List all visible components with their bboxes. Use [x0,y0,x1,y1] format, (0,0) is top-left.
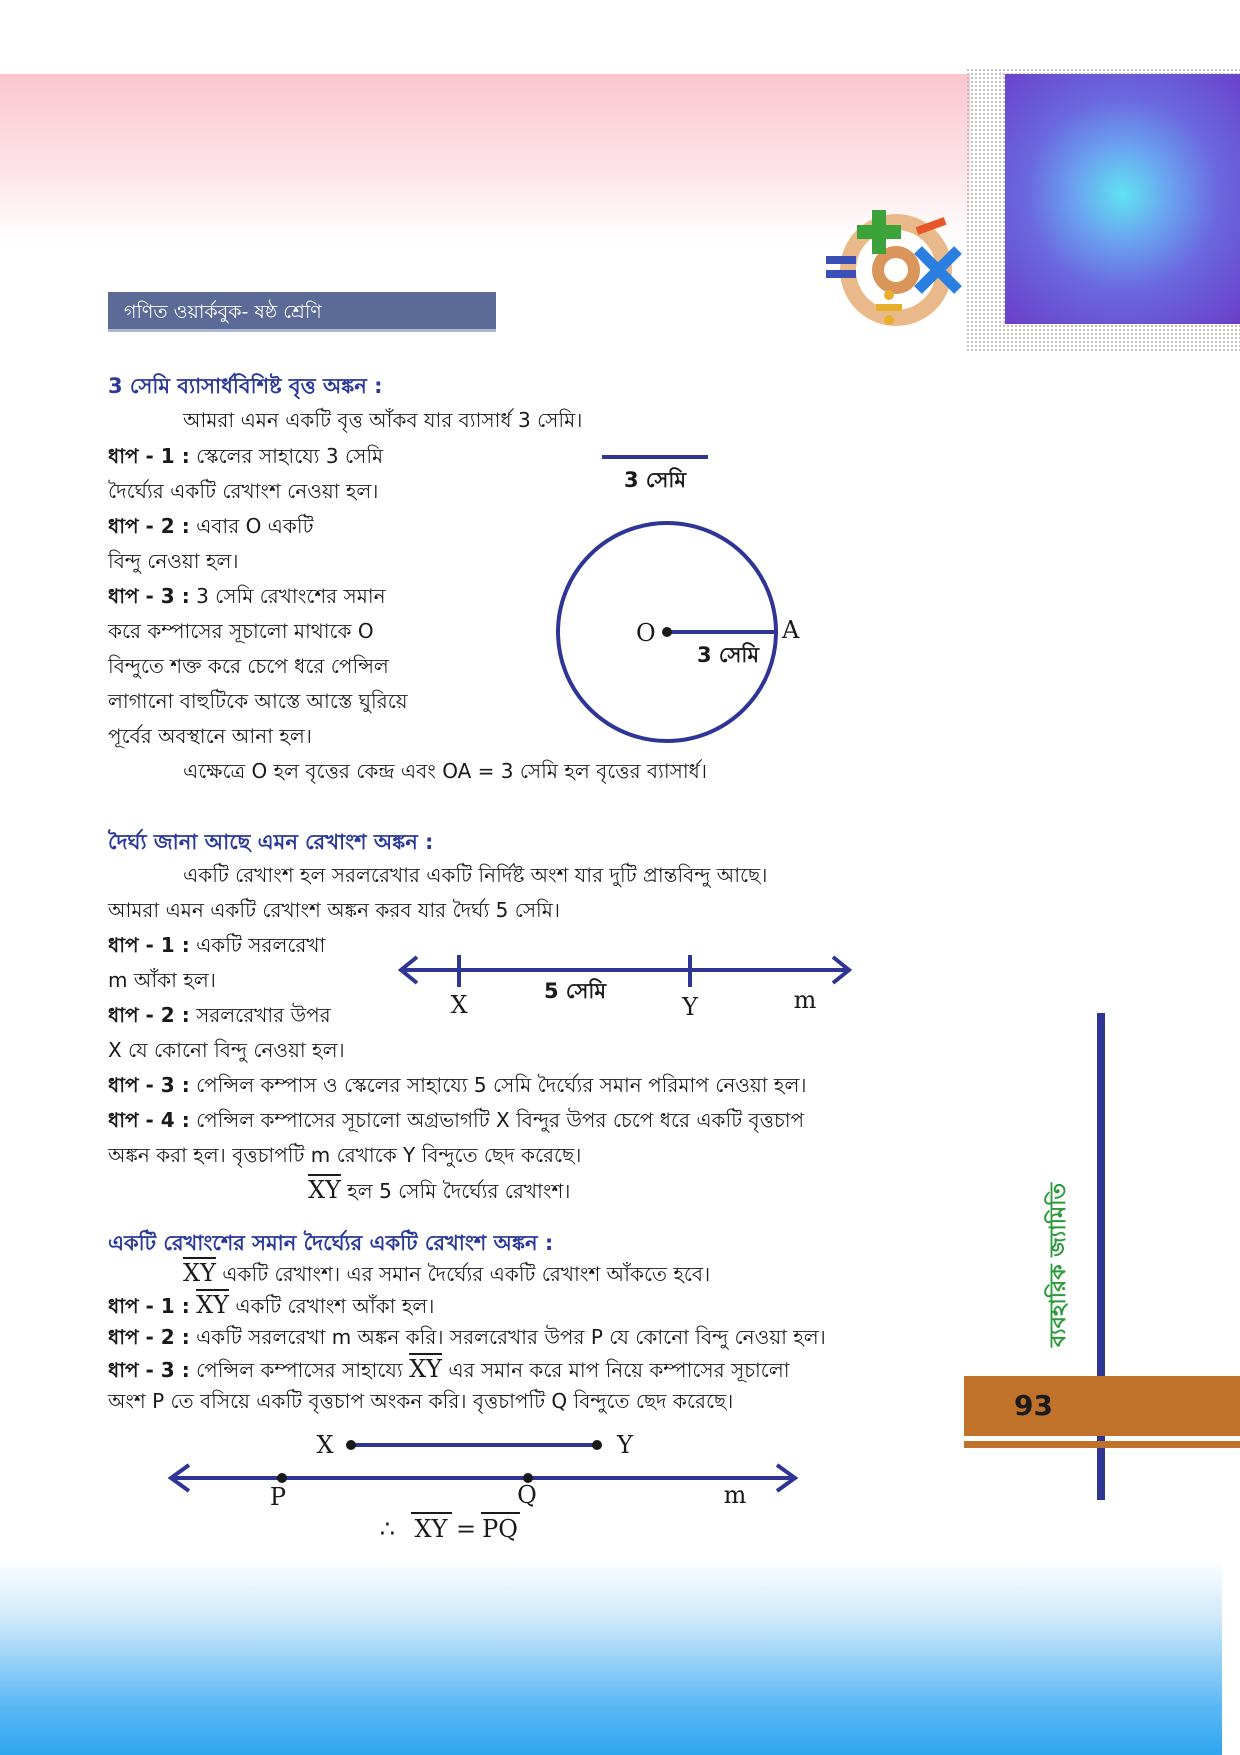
point-a-label: A [782,616,800,644]
point-y-label: Y [617,1431,633,1459]
length-label: 5 সেমি [544,979,606,1003]
segment-notation: $\overline{XY}$ [308,1176,341,1204]
step-label: ধাপ - 1 : [108,444,190,468]
step-text: একটি সরলরেখা m অঙ্কন করি। সরলরেখার উপর P যে কোনো বিন্দু নেওয়া হল। [196,1325,826,1349]
section1-step3-line1 [108,579,386,614]
section2-step4-line2: অঙ্কন করা হল। বৃত্তচাপটি m রেখাকে Y বিন্দুতে ছেদ করেছে। [108,1143,582,1167]
section1-intro: আমরা এমন একটি বৃত্ত আঁকব যার ব্যাসার্ধ 3 সেমি। [183,408,583,432]
step-label: ধাপ - 2 : [108,1003,190,1027]
step-text: পেন্সিল কম্পাস ও স্কেলের সাহায্যে 5 সেমি দৈর্ঘ্যের সমান পরিমাপ নেওয়া হল। [196,1073,807,1097]
section3-step2 [108,1320,826,1355]
intro-text: একটি রেখাংশ। এর সমান দৈর্ঘ্যের একটি রেখাংশ আঁকতে হবে। [222,1262,711,1286]
section1-step1-line1 [108,439,383,474]
section3-intro [183,1256,710,1292]
point-y [592,1440,602,1450]
section2-result [308,1173,570,1209]
step-text: পেন্সিল কম্পাসের সাহায্যে [196,1358,403,1382]
section2-intro-line2: আমরা এমন একটি রেখাংশ অঙ্কন করব যার দৈর্ঘ্য 5 সেমি। [108,898,561,922]
section1-step3-line3: বিন্দুতে শক্ত করে চেপে ধরে পেন্সিল [108,654,389,678]
step-text: স্কেলের সাহায্যে 3 সেমি [196,444,384,468]
section1-step3-line5: পূর্বের অবস্থানে আনা হল। [108,724,312,748]
copy-segment-diagram [165,1425,805,1550]
therefore-symbol: ∴ [379,1515,395,1543]
step-text: 3 সেমি রেখাংশের সমান [196,584,386,608]
divide-dot-bottom [884,315,894,325]
divide-dot-top [884,290,894,300]
page-number-underline [964,1441,1240,1448]
section2-step1-line1 [108,928,325,963]
point-x [346,1440,356,1450]
step-label: ধাপ - 2 : [108,514,190,538]
equation-sign: = [455,1515,477,1543]
plus-horizontal [857,225,901,239]
step-label: ধাপ - 3 : [108,1358,190,1382]
line-segment-diagram [395,945,855,1020]
center-label: O [636,619,656,647]
book-title-bar: গণিত ওয়ার্কবুক- ষষ্ঠ শ্রেণি [108,292,496,332]
segment-notation: $\overline{XY}$ [409,1355,443,1383]
section1-step3-line4: লাগানো বাহুটিকে আস্তে আস্তে ঘুরিয়ে [108,689,408,713]
section3-step1 [108,1288,434,1324]
equation-left: XY [414,1515,448,1543]
step-text: একটি রেখাংশ আঁকা হল। [235,1294,435,1318]
radius-label: 3 সেমি [697,643,759,667]
segment-length-label: 3 সেমি [624,468,686,492]
center-point [662,627,672,637]
section3-heading: একটি রেখাংশের সমান দৈর্ঘ্যের একটি রেখাংশ অঙ্কন : [108,1231,554,1255]
step-label: ধাপ - 3 : [108,584,190,608]
step-text: একটি সরলরেখা [196,933,326,957]
section2-step2-line2: X যে কোনো বিন্দু নেওয়া হল। [108,1038,345,1062]
section1-conclusion: এক্ষেত্রে O হল বৃত্তের কেন্দ্র এবং OA = 3 সেমি হল বৃত্তের ব্যাসার্ধ। [183,759,708,783]
section1-step3-line2: করে কম্পাসের সূচালো মাথাকে O [108,619,374,643]
step-text: সরলরেখার উপর [196,1003,331,1027]
section1-step2-line1 [108,509,314,544]
step-label: ধাপ - 1 : [108,933,190,957]
step-label: ধাপ - 3 : [108,1073,190,1097]
divide-bar [876,304,902,311]
equation-right: PQ [482,1515,518,1543]
equals-top [826,256,856,264]
section2-step2-line1 [108,998,331,1033]
section2-step4-line1 [108,1103,804,1138]
point-y-label: Y [682,993,698,1020]
step-label: ধাপ - 1 : [108,1294,190,1318]
section2-step1-line2: m আঁকা হল। [108,968,216,992]
logo-swirl-center [884,258,908,282]
section3-step3-line1 [108,1352,790,1388]
step-text: এর সমান করে মাপ নিয়ে কম্পাসের সূচালো [448,1358,790,1382]
section2-intro-line1: একটি রেখাংশ হল সরলরেখার একটি নির্দিষ্ট অংশ যার দুটি প্রান্তবিন্দু আছে। [183,863,768,887]
section3-step3-line2: অংশ P তে বসিয়ে একটি বৃত্তচাপ অংকন করি। বৃত্তচাপটি Q বিন্দুতে ছেদ করেছে। [108,1389,734,1413]
point-p-label: P [269,1483,287,1511]
point-p [277,1473,287,1483]
section1-step2-line2: বিন্দু নেওয়া হল। [108,549,239,573]
section2-step3 [108,1068,807,1103]
point-x-label: X [316,1431,334,1459]
result-text: হল 5 সেমি দৈর্ঘ্যের রেখাংশ। [347,1179,571,1203]
page-number: 93 [964,1376,1240,1436]
point-q-label: Q [517,1481,537,1509]
section2-heading: দৈর্ঘ্য জানা আছে এমন রেখাংশ অঙ্কন : [108,830,434,854]
bottom-gradient-band [0,1560,1222,1755]
step-text: পেন্সিল কম্পাসের সূচালো অগ্রভাগটি X বিন্দুর উপর চেপে ধরে একটি বৃত্তচাপ [196,1108,805,1132]
corner-gradient-box [1005,74,1240,324]
point-x-label: X [450,991,468,1019]
step-label: ধাপ - 4 : [108,1108,190,1132]
line-m-label: m [723,1481,747,1509]
segment-notation: $\overline{XY}$ [183,1259,216,1287]
segment-notation: $\overline{XY}$ [196,1291,229,1319]
section1-step1-line2: দৈর্ঘ্যের একটি রেখাংশ নেওয়া হল। [108,479,379,503]
math-symbols-logo-icon [818,200,968,330]
step-label: ধাপ - 2 : [108,1325,190,1349]
equals-bottom [826,270,856,278]
section1-heading: 3 সেমি ব্যাসার্ধবিশিষ্ট বৃত্ত অঙ্কন : [108,374,383,398]
circle-construction-diagram [530,445,830,755]
line-m-label: m [793,986,817,1014]
chapter-side-label: ব্যবহারিক জ্যামিতি [1046,1183,1071,1348]
step-text: এবার O একটি [196,514,314,538]
